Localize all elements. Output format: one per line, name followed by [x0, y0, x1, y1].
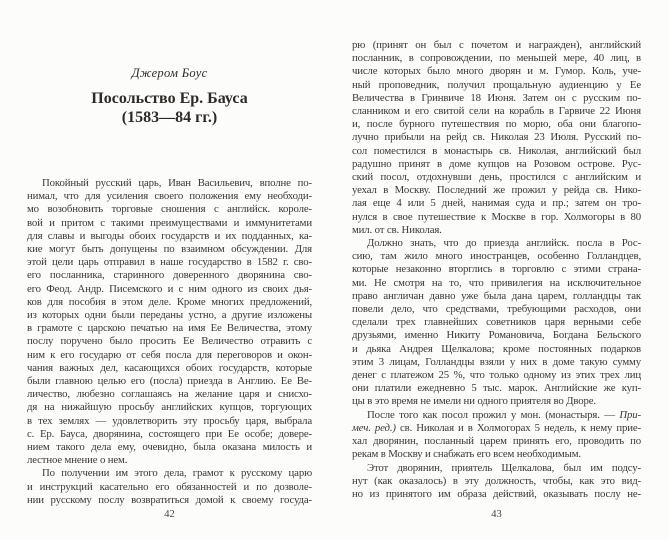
- page-left: [27, 0, 312, 540]
- text-line: этим 3 лицам, Голландцы взяли у них в доме такую сумму: [352, 355, 641, 368]
- page-number-left: 42: [164, 509, 175, 520]
- text-line: сол поместился в монастырь св. Николая, английский был: [352, 144, 641, 157]
- text-line: повели дело, что средствами, требующими расходов, они: [352, 303, 641, 316]
- text-line: нимал, что для усиления своего положения ему необходи-: [27, 190, 312, 203]
- paragraph: [352, 237, 641, 409]
- text-line: личество, любезно соглашаясь на желание царя и снисхо-: [27, 388, 312, 401]
- text-line: с. Ер. Бауса, дворянина, состоящего при Ее особе; довере-: [27, 427, 312, 440]
- text-line: для славы и выгоды обоих государств и их подданных, ка-: [27, 229, 312, 242]
- text-line: нут (как оказалось) в эту должность, чтобы, как это вид-: [352, 474, 641, 487]
- text-line: После того как посол прожил у мон. (монастыря. — При-: [367, 408, 641, 421]
- text-line: нии русскому послу возвратиться домой к своему госуда-: [27, 493, 312, 506]
- text-line: право англичан давно уже была дана царем, голландцы так: [352, 289, 641, 302]
- text-line: ский посол, отдохнувши день, простился с английским и: [352, 171, 641, 184]
- text-line: нулся в свое путешествие к Москве в гор. Холмогоры в 80: [352, 210, 641, 223]
- text-line: Покойный русский царь, Иван Васильевич, вполне по-: [42, 177, 312, 189]
- text-line: друзьями, именно Никиту Романовича, Богдана Бельского: [352, 329, 641, 342]
- text-line: посланник, в сопровождении, по меньшей мере, 40 лиц, в: [352, 52, 641, 65]
- text-line: мил. от св. Николая.: [352, 223, 442, 236]
- page-right: [352, 0, 641, 540]
- paragraph: [27, 177, 312, 467]
- chapter-title-line1: Посольство Ер. Бауса: [91, 90, 248, 107]
- text-line: сделали трех главнейших советников царя верными себе: [352, 316, 641, 329]
- text-line: меч. ред.) св. Николая и в Холмогорах 5 недель, к нему прие-: [352, 421, 641, 434]
- text-line: рекам в Москву и снабжать его всем необходимым.: [352, 448, 581, 461]
- text-line: чания важных дел, касающихся обоих государств, которые: [27, 361, 312, 374]
- text-line: числе которых было много дворян и м. Гумор. Коль, уче-: [352, 65, 641, 78]
- text-line: его Феод. Андр. Писемского и с ним одного из своих дья-: [27, 282, 312, 295]
- text-line: и, после бурного путешествия по морю, оба они благопо-: [352, 118, 641, 131]
- text-line: сию, там жило много иностранцев, особенно Голландцев,: [352, 250, 641, 263]
- chapter-title-line2: (1583—84 гг.): [121, 109, 218, 126]
- text-line: нием такого дела ему, очевидно, была оказана милость и: [27, 441, 312, 454]
- text-line: Величества в Гринвиче 18 Июня. Затем он с русским по-: [352, 91, 641, 104]
- text-line: Этот дворянин, приятель Щелкалова, был им подсу-: [367, 461, 641, 474]
- text-line: лучно прибыли на рейд св. Николая 23 Июля. Русский по-: [352, 131, 641, 144]
- paragraph: [352, 409, 641, 462]
- text-line: были главною целью его (посла) приезда в Англию. Ее Ве-: [27, 375, 312, 388]
- text-line: в грамоте с царскою печатью на имя Ее Величества, этому: [27, 322, 312, 335]
- text-line: из которых одни были переданы устно, а другие изложены: [27, 309, 312, 322]
- text-line: этой цели царь отправил в наше государство в 1582 г. сво-: [27, 256, 312, 269]
- text-line: лая еще 4 или 5 дней, нанимая суда и пр.; затем он тро-: [352, 197, 641, 210]
- text-line: но из принятого им образа действий, оказывать послу не-: [352, 487, 641, 500]
- text-line: лестное мнение о нем.: [27, 454, 128, 467]
- text-line: кие могут быть допущены по взаимном обсуждении. Для: [27, 243, 312, 256]
- paragraph: [27, 467, 312, 507]
- text-line: которые незаконно вторглись в торговлю с этими страна-: [352, 263, 641, 276]
- text-line: ный проповедник, получил прощальную аудиенцию у Ее: [352, 78, 641, 91]
- paragraph: [352, 462, 641, 502]
- chapter-title: [27, 89, 312, 127]
- text-line: денег с платежом 25 %, что только одному из этих трех лиц: [352, 369, 641, 382]
- page-number-right: 43: [491, 509, 502, 520]
- text-line: его посланника, старинного доверенного дворянина сво-: [27, 269, 312, 282]
- text-line: По получении им этого дела, грамот к русскому царю: [42, 467, 312, 480]
- text-line: ми. Не смотря на то, что привилегия на исключительное: [352, 276, 641, 289]
- text-line: послу поручено было просить Ее Величество отравить с: [27, 335, 312, 348]
- text-line: ним к его государю от себя посла для переговоров и окон-: [27, 348, 312, 361]
- text-line: мо возобновить торговые сношения с английск. короле-: [27, 203, 312, 216]
- text-line: уехал в Москву. Последний же прожил у рейда св. Нико-: [352, 184, 641, 197]
- author-name: Джером Боус: [131, 66, 208, 80]
- text-line: вой и притом с такими преимуществами и иммунитетами: [27, 216, 312, 229]
- paragraph: [352, 39, 641, 237]
- text-line: дя на нижайшую просьбу английских купцов, торгующих: [27, 401, 312, 414]
- body-text-left: [27, 177, 312, 507]
- text-line: радушно принят в доме купцов на Розовом острове. Рус-: [352, 157, 641, 170]
- text-line: в тех землях — удовлетворить эту просьбу царя, выбрала: [27, 414, 312, 427]
- body-text-right: [352, 39, 641, 501]
- text-line: сланником и его свитой сели на корабль в Гарвиче 22 Июня: [352, 105, 641, 118]
- text-line: они платили ежедневно 5 тыс. марок. Английские же куп-: [352, 382, 641, 395]
- text-line: ков для пособия в этом деле. Кроме многих предложений,: [27, 295, 312, 308]
- text-line: рю (принят он был с почетом и награжден), английский: [352, 39, 641, 51]
- text-line: и дьяка Андрея Щелкалова; кроме постоянных подарков: [352, 342, 641, 355]
- text-line: хал дворянин, посланный царем принять его, проводить по: [352, 435, 641, 448]
- text-line: цы в это время не имели ни одного приятеля во Дворе.: [352, 395, 596, 408]
- text-line: и инструкций касательно его обязанностей и по дозволе-: [27, 480, 312, 493]
- text-line: Должно знать, что до приезда английск. посла в Рос-: [367, 237, 641, 250]
